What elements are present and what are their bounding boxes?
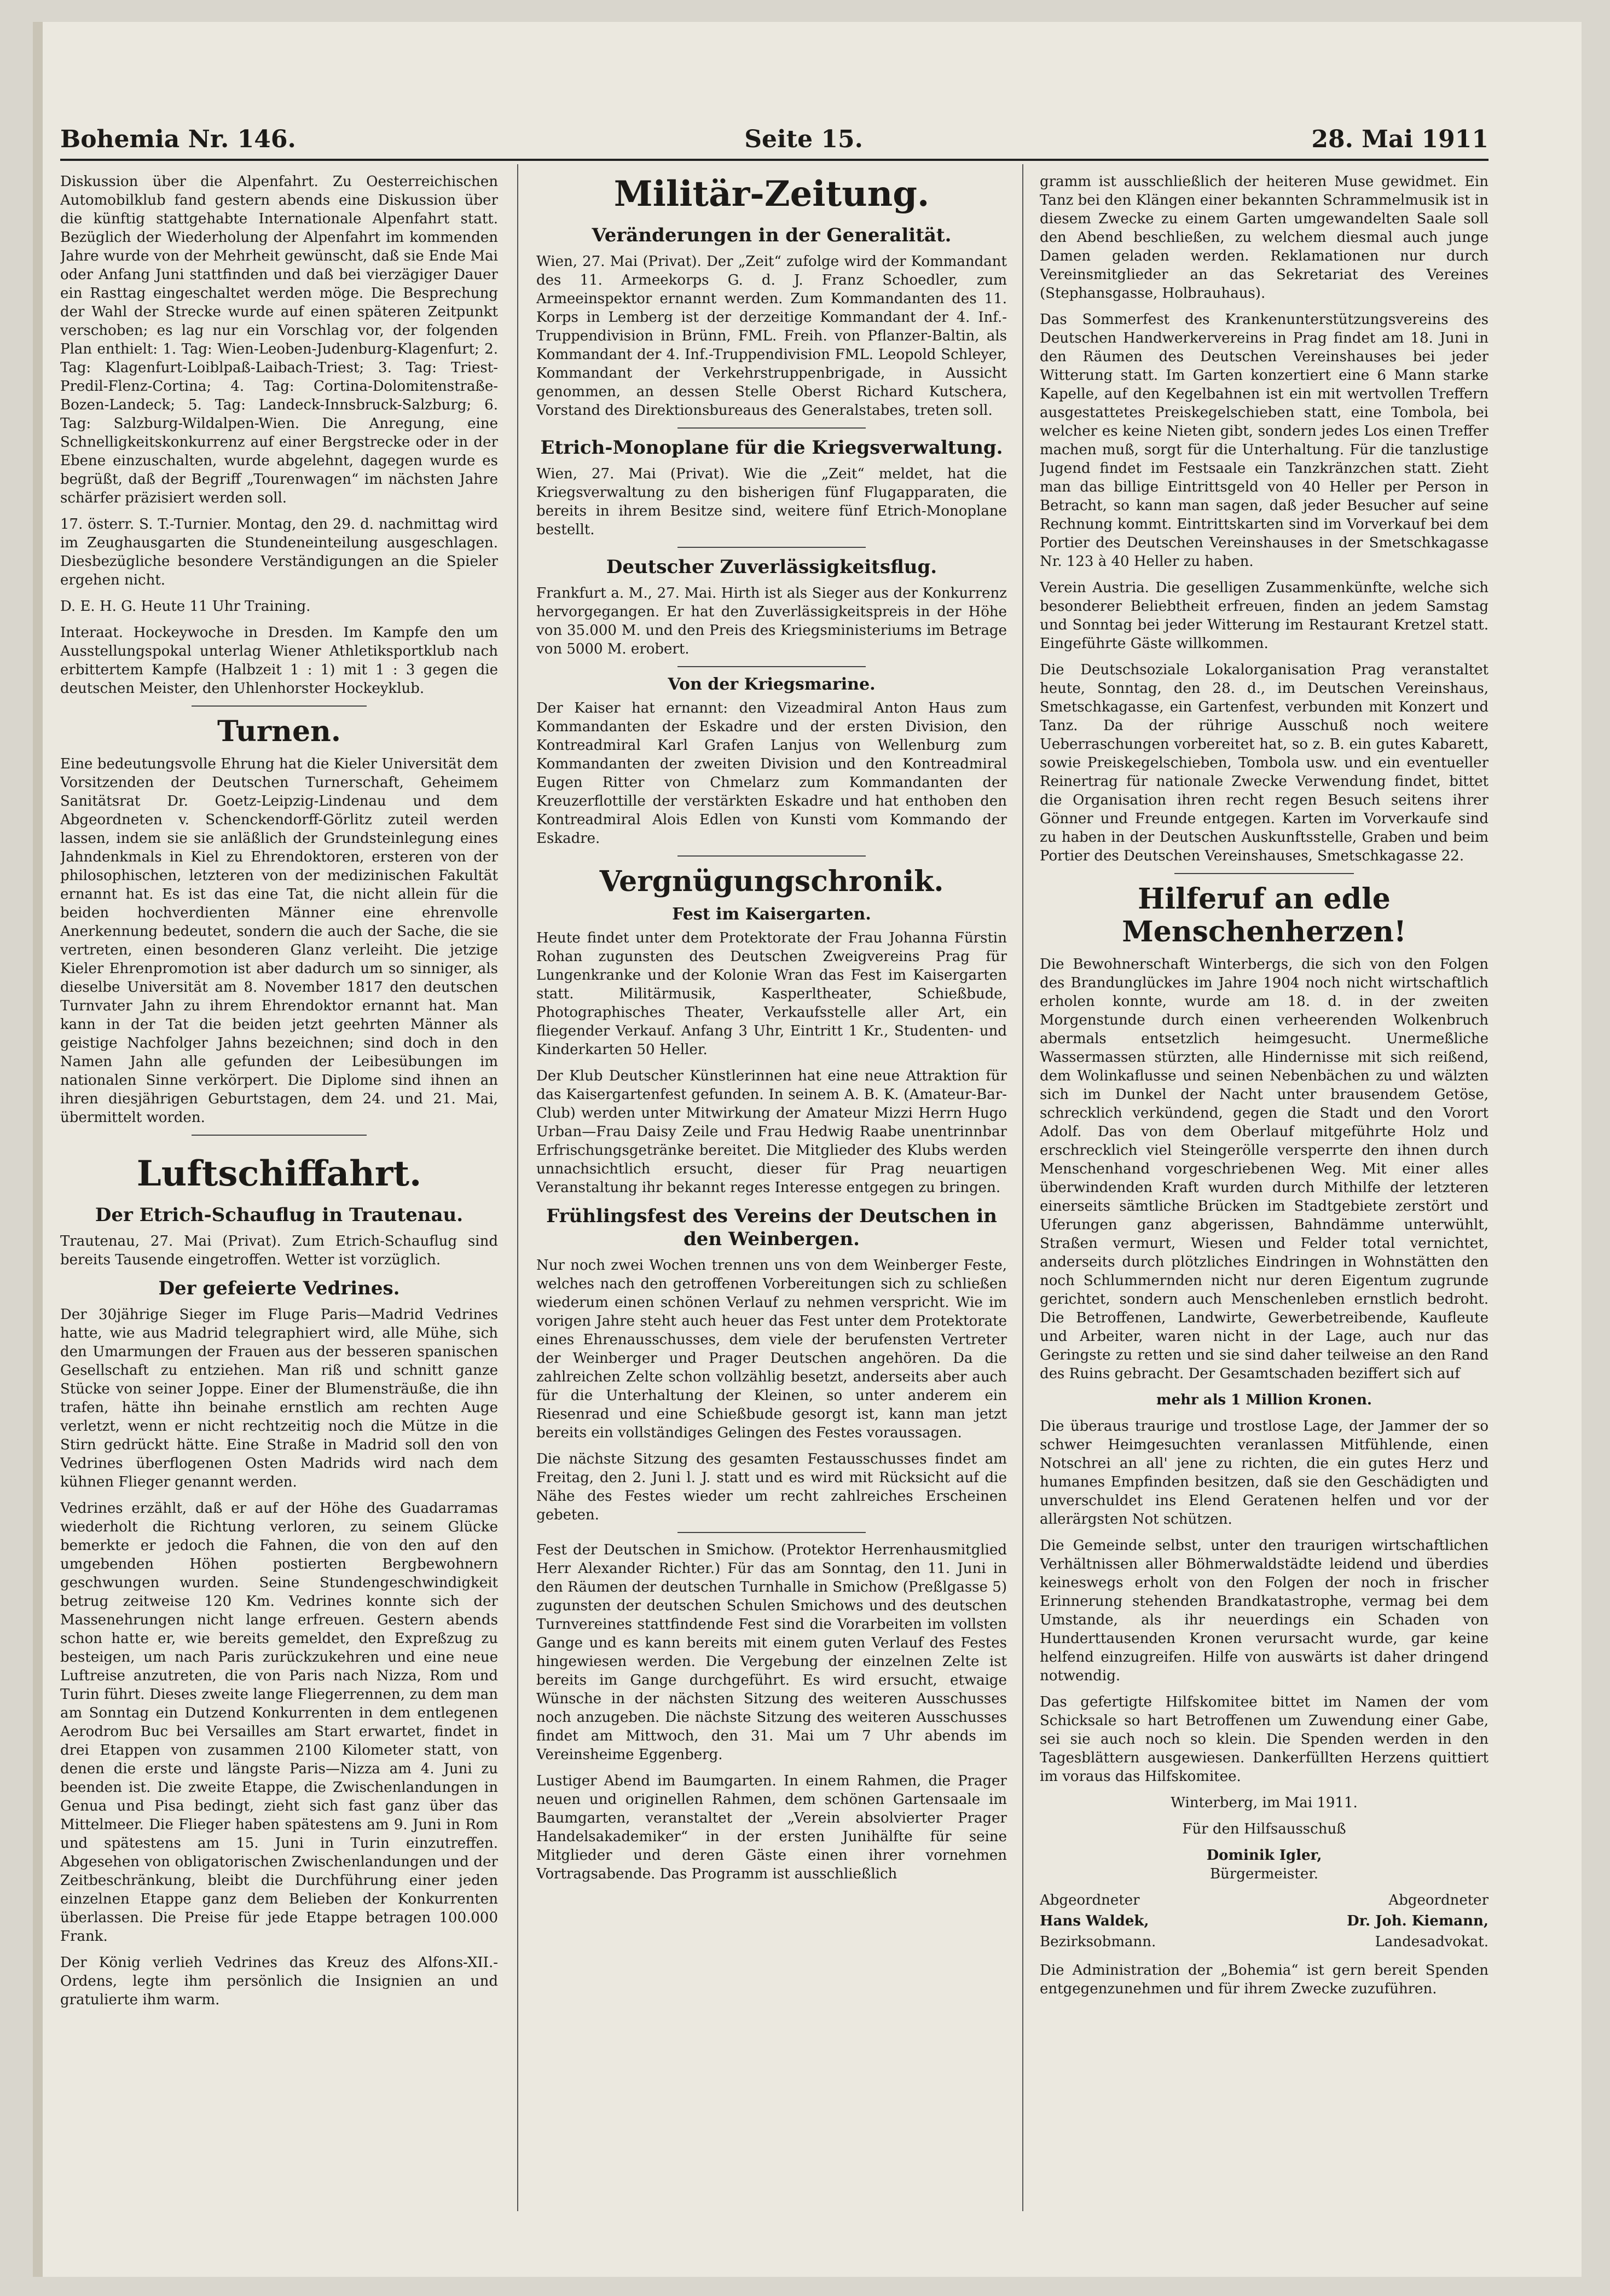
header-paper-issue: Bohemia Nr. 146. — [60, 125, 296, 153]
signature-row-names — [1040, 1912, 1489, 1930]
header-rule — [60, 159, 1489, 161]
article-smichow: Fest der Deutschen in Smichow. (Protektor Herrenhausmitglied Herr Alexander Richter.) Für das am Sonntag, den 11. Juni in den Räumen der deutschen Turnhalle in Smichow (Preßlgasse 5) zugunsten der deutschen Schulen Smichows und des deutschen Turnvereines stattfindende Fest sind die Vorarbeiten im vollsten Gange und es kann bereits mit einem guten Verlauf des Festes hingewiesen werden. Die Vergebung der einzelnen Zelte ist bereits im Gange durchgeführt. Es wird ersucht, etwaige Wünsche in der nächsten Sitzung des weiteren Ausschusses noch anzugeben. Die nächste Sitzung des weiteren Ausschusses findet am Mittwoch, den 31. Mai um 7 Uhr abends im Vereinsheime Eggenberg. — [536, 1542, 1007, 1763]
article-training: D. E. H. G. Heute 11 Uhr Training. — [60, 598, 311, 615]
newspaper-page — [33, 22, 1582, 2277]
column-2 — [536, 172, 1007, 2214]
article-hilferuf-3: Die Gemeinde selbst, unter den traurigen wirtschaftlichen Verhältnissen aller Böhmerwaldstädte leidend und überdies keineswegs erholt von den Folgen der noch in frischer Erinnerung stehenden Brandkatastrophe, vermag bei dem Umstande, als ihr neuerdings ein Schaden von Hunderttausenden Kronen verursacht wurde, gar keine helfend einzugreifen. Hilfe von auswärts ist daher dringend notwendig. — [1040, 1537, 1489, 1684]
header-date: 28. Mai 1911 — [1311, 125, 1489, 153]
article-baumgarten-cont: gramm ist ausschließlich der heiteren Muse gewidmet. Ein Tanz bei den Klängen einer bekannten Schrammelmusik ist in diesem Zwecke zu einem Garten umgewandelten Saale soll den Abend beschließen, zu welchem diesmal auch junge Damen geladen werden. Reklamationen nur durch Vereinsmitglieder an das Sekretariat des Vereines (Stephansgasse, Holbrauhaus). — [1040, 173, 1489, 302]
article-administration: Die Administration der „Bohemia“ ist gern bereit Spenden entgegenzunehmen und für ihrem Zwecke zuzuführen. — [1040, 1962, 1489, 1997]
article-tennis-turnier: 17. österr. S. T.-Turnier. Montag, den 29. d. nachmittag wird im Zeughausgarten die Stundeneinteilung ausgeschlagen. Diesbezügliche besondere Verständigungen an die Spieler ergehen nicht. — [60, 516, 498, 588]
article-etrich-monoplane: Wien, 27. Mai (Privat). Wie die „Zeit“ meldet, hat die Kriegsverwaltung zu den bisherigen fünf Flugapparaten, die bereits in ihrem Besitze sind, weitere fünf Etrich-Monoplane bestellt. — [536, 466, 1007, 538]
section-title-vergnuegungschronik: Vergnügungschronik. — [599, 865, 944, 898]
signature-mayor-name: Dominik Igler, — [1206, 1847, 1322, 1864]
signature-row-titles — [1040, 1933, 1489, 1951]
article-hilferuf-4: Das gefertigte Hilfskomitee bittet im Namen der vom Schicksale so hart Betroffenen um Zuwendung einer Gabe, sei sie auch noch so klein. Die Spenden werden in den Tagesblättern ausgewiesen. Dankerfüllten Herzens quittiert im voraus das Hilfskomitee. — [1040, 1694, 1489, 1785]
article-fruehlingsfest-2: Die nächste Sitzung des gesamten Festausschusses findet am Freitag, den 2. Juni l. J. statt und es wird mit Rücksicht auf die Nähe des Festes wieder um recht zahlreiches Erscheinen gebeten. — [536, 1451, 1007, 1523]
article-vedrines-1: Der 30jährige Sieger im Fluge Paris—Madrid Vedrines hatte, wie aus Madrid telegraphiert wird, alle Mühe, sich den Umarmungen der Frauen aus der besseren spanischen Gesellschaft zu entziehen. Man riß und schnitt ganze Stücke von seiner Joppe. Einer der Blumensträuße, die ihn trafen, hätte ihn beinahe ernstlich am rechten Auge verletzt, wenn er nicht rechtzeitig noch die Mütze in die Stirn gedrückt hätte. Eine Straße in Madrid soll den von Vedrines überflogenen Osten Madrids wird nach dem kühnen Flieger genannt werden. — [60, 1306, 498, 1490]
section-divider — [677, 427, 866, 429]
headline-etrich-monoplane: Etrich-Monoplane für die Kriegsverwaltung. — [540, 437, 1003, 459]
signature-left-title: Bezirksobmann. — [1040, 1934, 1156, 1950]
article-hilferuf-1: Die Bewohnerschaft Winterbergs, die sich von den Folgen des Brandunglückes im Jahre 1904 noch nicht wirtschaftlich erholen konnte, wurde am 18. d. in der zweiten Morgenstunde durch einen verheerenden Wolkenbruch abermals entsetzlich heimgesucht. Unermeßliche Wassermassen stürzten, alle Hindernisse mit sich reißend, dem Wolinkaflusse und seinen Nebenbächen zu und wälzten sich im Dunkel der Nacht unter brausendem Getöse, schrecklich verkündend, gegen die Stadt und den Vorort Adolf. Das von dem Oberlauf mitgeführte Holz und erschrecklich viel Steingerölle versperrte den ihnen durch Menschenhand vorgeschriebenen Weg. Mit einer alles überwindenden Kraft wurden durch Mithilfe der letzteren einerseits sämtliche Brücken im Stadtgebiete zerstört und Uferungen ganz abgerissen, Bahndämme unterwühlt, Straßen vermurt, Wiesen und Felder total vernichtet, anderseits durch plötzliches Eindringen in Wohnstätten den noch Schlummernden nicht nur deren Eigentum zugrunde gerichtet, sondern auch Menschenleben ernstlich bedroht. Die Betroffenen, Landwirte, Gewerbetreibende, Kaufleute und Arbeiter, waren nicht in der Lage, auch nur das Geringste zu retten und sie sind daher teilweise an den Rand des Ruins gebracht. Der Gesamtschaden beziffert sich auf — [1040, 956, 1489, 1382]
section-divider — [192, 705, 367, 707]
signature-right-name: Dr. Joh. Kiemann, — [1347, 1913, 1489, 1929]
article-hilferuf-2: Die überaus traurige und trostlose Lage, der Jammer der so schwer Heimgesuchten veranlassen Mitfühlende, einen Notschrei an all' jene zu richten, die ein gutes Herz und humanes Empfinden besitzen, daß sie den Geschädigten und unverschuldet ins Elend Geratenen helfen und vor der allerärgsten Not schützen. — [1040, 1418, 1489, 1528]
signature-right-role: Abgeordneter — [1388, 1892, 1489, 1908]
damage-amount: mehr als 1 Million Kronen. — [1156, 1392, 1372, 1408]
signature-mayor-title: Bürgermeister. — [1209, 1866, 1319, 1882]
article-ehrung: Eine bedeutungsvolle Ehrung hat die Kieler Universität dem Vorsitzenden der Deutschen Turnerschaft, Geheimem Sanitätsrat Dr. Goetz-Leipzig-Lindenau und dem Abgeordneten v. Schenckendorff-Görlitz zuteil werden lassen, indem sie sie anläßlich der Grundsteinlegung eines Jahndenkmals in Kiel zu Ehrendoktoren, ersteren von der philosophischen, letzteren von der medizinischen Fakultät ernannt hat. Es ist das eine Tat, die nicht allein für die beiden hochverdienten Männer eine ehrenvolle Anerkennung bedeutet, sondern die auch der Sache, die sie vertreten, einen besonderen Glanz verleiht. Die jetzige Kieler Ehrenpromotion ist aber dadurch um so sinniger, als dieselbe Universität am 8. November 1817 den deutschen Turnvater Jahn zu ihrem Ehrendoktor ernannt hat. Man kann in der Tat die beiden jetzt geehrten Männer als geistige Nachfolger Jahns bezeichnen; sind doch in den Namen Jahn alle gefunden der Leibesübungen im nationalen Sinne verkörpert. Die Diplome sind ihnen an ihren diesjährigen Geburtstagen, dem 24. und 21. Mai, übermittelt worden. — [60, 756, 498, 1126]
article-lokalorganisation: Die Deutschsoziale Lokalorganisation Prag veranstaltet heute, Sonntag, den 28. d., im Deutschen Vereinshaus, Smetschkagasse, ein Gartenfest, verbunden mit Konzert und Tanz. Da der rührige Ausschuß noch weitere Ueberraschungen vorbereitet hat, so z. B. ein gutes Kabarett, sowie Preiskegelschieben, Tombola usw. und ein eventueller Reinertrag für nationale Zwecke Verwendung findet, bittet die Organisation ihren recht regen Besuch seitens ihrer Gönner und Freunde entgegen. Karten im Vorverkaufe sind zu haben in der Deutschen Auskunftsstelle, Graben und beim Portier des Deutschen Vereinshauses, Smetschkagasse 22. — [1040, 662, 1489, 864]
signature-row-roles — [1040, 1891, 1489, 1910]
signature-place-date: Winterberg, im Mai 1911. — [1171, 1795, 1358, 1811]
article-vedrines-2: Vedrines erzählt, daß er auf der Höhe des Guadarramas wiederholt die Richtung verloren, zu seinem Glücke bemerkte er jedoch die Fahnen, die von den auf den umgebenden Höhen postierten Bergbewohnern geschwungen wurden. Seine Stundengeschwindigkeit betrug zeitweise 120 Km. Vedrines konnte sich der Massenehrungen nicht lange erfreuen. Gestern abends schon hatte er, wie bereits gemeldet, den Expreßzug zu besteigen, um nach Paris zurückzukehren und eine neue Luftreise anzutreten, die von Paris nach Nizza, Rom und Turin führt. Dieses zweite lange Fliegerrennen, zu dem man am Sonntag ein Dutzend Konkurrenten in dem entlegenen Aerodrom Buc bei Versailles am Start erwartet, findet in drei Etappen von zusammen 2100 Kilometer statt, von denen die erste und längste Paris—Nizza am 4. Juni zu beenden ist. Die zweite Etappe, die Zwischenlandungen in Genua und Pisa bedingt, zieht sich fast ganz über das Mittelmeer. Die Flieger haben spätestens am 9. Juni in Rom und spätestens am 15. Juni in Turin einzutreffen. Abgesehen von obligatorischen Zwischenlandungen und der Zeitbeschränkung, bleibt die Durchführung einer jeden einzelnen Etappe ganz dem Belieben der Konkurrenten überlassen. Die Preise für jede Etappe betragen 100.000 Frank. — [60, 1500, 498, 1945]
page-edge — [33, 22, 43, 2277]
article-kaisergarten-2: Der Klub Deutscher Künstlerinnen hat eine neue Attraktion für das Kaisergartenfest gefunden. In seinem A. B. K. (Amateur-Bar-Club) werden unter Mitwirkung der Amateur Mizzi Herrn Hugo Urban—Frau Daisy Zeile und Frau Hedwig Raabe unentrinnbar Erfrischungsgetränke bereitet. Die Mitglieder des Klubs werden unnachsichtlich ersucht, dieser für Prag neuartigen Veranstaltung ihr bekannt reges Interesse entgegen zu bringen. — [536, 1068, 1007, 1196]
headline-kriegsmarine: Von der Kriegsmarine. — [668, 675, 876, 694]
section-divider — [677, 1532, 866, 1533]
section-title-militaer: Militär-Zeitung. — [613, 173, 930, 215]
column-divider — [1022, 164, 1023, 2211]
column-3 — [1040, 172, 1489, 2214]
page-header — [60, 109, 1489, 153]
signature-left-name: Hans Waldek, — [1040, 1913, 1149, 1929]
article-alpenfahrt: Diskussion über die Alpenfahrt. Zu Oesterreichischen Automobilklub fand gestern abends eine Diskussion über die künftig stattgehabte Internationale Alpenfahrt statt. Bezüglich der Wiederholung der Alpenfahrt im kommenden Jahre wurde von der Mehrheit gewünscht, daß sie Ende Mai oder Anfang Juni stattfinden und daß bei vierzägiger Dauer ein Rasttag eingeschaltet werden möge. Die Besprechung der Wahl der Strecke wurde auf einen späteren Zeitpunkt verschoben; es lag nur ein Vorschlag vor, der folgenden Plan enthielt: 1. Tag: Wien-Leoben-Judenburg-Klagenfurt; 2. Tag: Klagenfurt-Loiblpaß-Laibach-Triest; 3. Tag: Triest-Predil-Flenz-Cortina; 4. Tag: Cortina-Dolomitenstraße-Bozen-Landeck; 5. Tag: Landeck-Innsbruck-Salzburg; 6. Tag: Salzburg-Wildalpen-Wien. Die Anregung, eine Schnelligkeitskonkurrenz auf einer Bergstrecke oder in der Ebene einzuschalten, wurde abgelehnt, dagegen wurde es begrüßt, daß der Begriff „Tourenwagen“ im nächsten Jahre schärfer präzisiert werden soll. — [60, 173, 498, 506]
article-fruehlingsfest-1: Nur noch zwei Wochen trennen uns von dem Weinberger Feste, welches nach den getroffenen Vorbereitungen sich zu schließen wiederum einen schönen Verlauf zu nehmen verspricht. Wie im vorigen Jahre steht auch heuer das Fest unter dem Protektorate eines Ehrenausschusses, dem viele der berufensten Vertreter der Weinberger und Prager Deutschen angehören. Da die zahlreichen Zelte schon vollzählig besetzt, anderseits aber auch für die Unterhaltung der Kleinen, so unter anderem ein Riesenrad und eine Schießbude gesorgt ist, kann man jetzt bereits ein vollständiges Gelingen des Festes voraussagen. — [536, 1257, 1007, 1441]
section-divider — [677, 855, 866, 857]
article-baumgarten: Lustiger Abend im Baumgarten. In einem Rahmen, die Prager neuen und originellen Rahmen, dem schönen Gartensaale im Baumgarten, veranstaltet der „Verein absolvierter Prager Handelsakademiker“ in der ersten Junihälfte für seine Mitglieder und deren Gäste einen ihrer vornehmen Vortragsabende. Das Programm ist ausschließlich — [536, 1773, 1007, 1882]
signature-committee: Für den Hilfsausschuß — [1182, 1821, 1346, 1837]
headline-vedrines: Der gefeierte Vedrines. — [158, 1277, 400, 1299]
article-kriegsmarine: Der Kaiser hat ernannt: den Vizeadmiral Anton Haus zum Kommandanten der Eskadre und der ersten Division, den Kontreadmiral Karl Grafen Lanjus von Wellenburg zum Kommandanten der zweiten Division und den Kontreadmiral Eugen Ritter von Chmelarz zum Kommandanten der Kreuzerflottille der verstärkten Eskadre und hat enthoben den Kontreadmiral Alois Edlen von Kunsti vom Kommando der Eskadre. — [536, 700, 1007, 847]
article-vedrines-3: Der König verlieh Vedrines das Kreuz des Alfons-XII.-Ordens, legte ihm persönlich die Insignien an und gratulierte ihm warm. — [60, 1954, 498, 2008]
article-sommerfest: Das Sommerfest des Krankenunterstützungsvereins des Deutschen Handwerkervereins in Prag findet am 18. Juni in den Räumen des Deutschen Vereinshauses bei jeder Witterung statt. Im Garten konzertiert eine 6 Mann starke Kapelle, auf den Kegelbahnen ist ein mit wertvollen Treffern ausgestattetes Preiskegelschieben statt, eine Tombola, bei welcher es keine Nieten gibt, sondern jedes Los einen Treffer machen muß, sorgt für die Unterhaltung. Für die tanzlustige Jugend findet im Festsaale ein Tanzkränzchen statt. Zieht man das billige Eintrittsgeld von 40 Heller per Person in Betracht, so kann man sagen, daß jeder Besucher auf seine Rechnung kommt. Eintrittskarten sind im Vorverkauf bei dem Portier des Deutschen Vereinshauses in der Smetschkagasse Nr. 123 à 40 Heller zu haben. — [1040, 311, 1489, 570]
headline-zuverlaessigkeitsflug: Deutscher Zuverlässigkeitsflug. — [606, 556, 937, 578]
article-hockeywoche: Interaat. Hockeywoche in Dresden. Im Kampfe den um Ausstellungspokal unterlag Wiener Athletiksportklub nach erbittertem Kampfe (Halbzeit 1 : 1) mit 1 : 3 gegen die deutschen Meister, den Uhlenhorster Hockeyklub. — [60, 624, 498, 697]
section-divider — [677, 666, 866, 667]
column-1 — [60, 172, 498, 2214]
headline-schauflug: Der Etrich-Schauflug in Trautenau. — [95, 1204, 464, 1226]
column-divider — [517, 164, 518, 2211]
article-generalitaet: Wien, 27. Mai (Privat). Der „Zeit“ zufolge wird der Kommandant des 11. Armeekorps G. d. J. Franz Schoedler, zum Armeeinspektor ernannt werden. Zum Kommandanten des 11. Korps in Lemberg ist der derzeitige Kommandant der 4. Inf.-Truppendivision in Brünn, FML. Freih. von Pflanzer-Baltin, als Kommandant der 4. Inf.-Truppendivision FML. Leopold Schleyer, Kommandant der Verkehrstruppenbrigade, in Aussicht genommen, an dessen Stelle Oberst Richard Kutschera, Vorstand des Direktionsbureaus des Generalstabes, treten soll. — [536, 253, 1007, 419]
signature-right-title: Landesadvokat. — [1375, 1934, 1489, 1950]
article-schauflug: Trautenau, 27. Mai (Privat). Zum Etrich-Schauflug sind bereits Tausende eingetroffen. Wetter ist vorzüglich. — [60, 1233, 498, 1268]
headline-kaisergarten: Fest im Kaisergarten. — [672, 905, 871, 924]
section-divider — [677, 547, 866, 548]
section-title-hilferuf: Hilferuf an edle Menschenherzen! — [1122, 882, 1406, 949]
article-zuverlaessigkeitsflug: Frankfurt a. M., 27. Mai. Hirth ist als Sieger aus der Konkurrenz hervorgegangen. Er hat den Zuverlässigkeitspreis in der Höhe von 35.000 M. und den Preis des Kriegsministeriums im Betrage von 5000 M. erobert. — [536, 585, 1007, 657]
section-title-turnen: Turnen. — [217, 715, 341, 748]
article-kaisergarten-1: Heute findet unter dem Protektorate der Frau Johanna Fürstin Rohan zugunsten des Deutschen Zweigvereins Prag für Lungenkranke und der Kolonie Wran das Fest im Kaisergarten statt. Militärmusik, Kasperltheater, Schießbude, Photographisches Theater, Verkaufsstelle aller Art, ein fliegender Verkauf. Anfang 3 Uhr, Eintritt 1 Kr., Studenten- und Kinderkarten 50 Heller. — [536, 930, 1007, 1058]
article-verein-austria: Verein Austria. Die geselligen Zusammenkünfte, welche sich besonderer Beliebtheit erfreuen, finden an jedem Samstag und Sonntag bei jeder Witterung im Restaurant Kretzel statt. Eingeführte Gäste willkommen. — [1040, 580, 1489, 652]
section-divider — [192, 1135, 367, 1136]
section-title-luftschiffahrt: Luftschiffahrt. — [136, 1153, 422, 1194]
headline-generalitaet: Veränderungen in der Generalität. — [592, 224, 952, 246]
header-page-number: Seite 15. — [744, 125, 863, 153]
signature-left-role: Abgeordneter — [1040, 1892, 1140, 1908]
headline-fruehlingsfest: Frühlingsfest des Vereins der Deutschen in den Weinbergen. — [546, 1205, 997, 1250]
section-divider — [1174, 873, 1354, 874]
